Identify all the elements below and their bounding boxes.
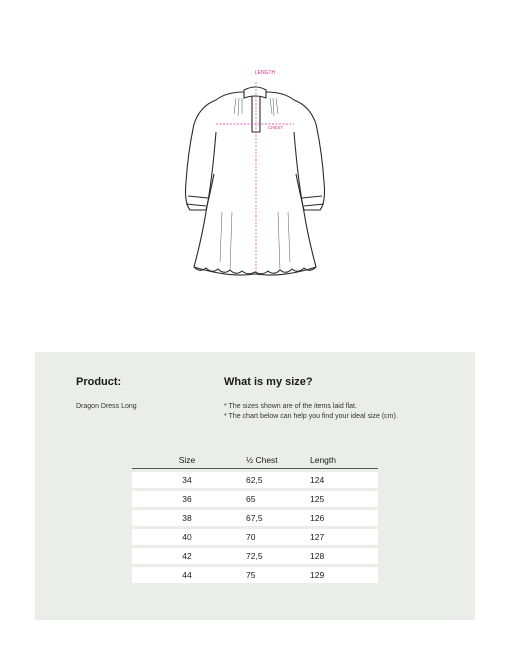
dress-outline-icon (186, 87, 325, 275)
size-heading: What is my size? (224, 376, 313, 388)
cell-chest: 67,5 (246, 513, 263, 523)
cell-size: 38 (182, 513, 192, 523)
chest-label: CHEST (268, 125, 284, 130)
cell-length: 126 (310, 513, 325, 523)
cell-chest: 70 (246, 532, 256, 542)
size-note-1: * The sizes shown are of the items laid flat. (224, 403, 357, 410)
table-row (132, 491, 378, 507)
dress-diagram (170, 62, 340, 292)
table-header (132, 451, 378, 469)
cell-length: 128 (310, 551, 325, 561)
cell-size: 34 (182, 475, 192, 485)
length-label: LENGTH (254, 70, 276, 76)
size-table (132, 451, 378, 583)
cell-length: 129 (310, 570, 325, 580)
table-row (132, 548, 378, 564)
header-length: Length (310, 454, 336, 465)
measure-lines-icon (216, 82, 294, 272)
table-row (132, 567, 378, 583)
cell-size: 40 (182, 532, 192, 542)
header-size: Size (178, 454, 196, 465)
cell-chest: 72,5 (246, 551, 263, 561)
cell-chest: 75 (246, 570, 256, 580)
cell-chest: 65 (246, 494, 256, 504)
cell-length: 124 (310, 475, 325, 485)
table-row (132, 529, 378, 545)
cell-size: 42 (182, 551, 192, 561)
header-chest: ½ Chest (246, 454, 278, 465)
cell-length: 127 (310, 532, 325, 542)
cell-size: 44 (182, 570, 192, 580)
product-heading: Product: (76, 376, 122, 388)
size-note-2: * The chart below can help you find your ideal size (cm). (224, 413, 398, 420)
cell-chest: 62,5 (246, 475, 263, 485)
table-row (132, 472, 378, 488)
cell-size: 36 (182, 494, 192, 504)
cell-length: 125 (310, 494, 325, 504)
product-name: Dragon Dress Long (76, 403, 137, 410)
table-row (132, 510, 378, 526)
